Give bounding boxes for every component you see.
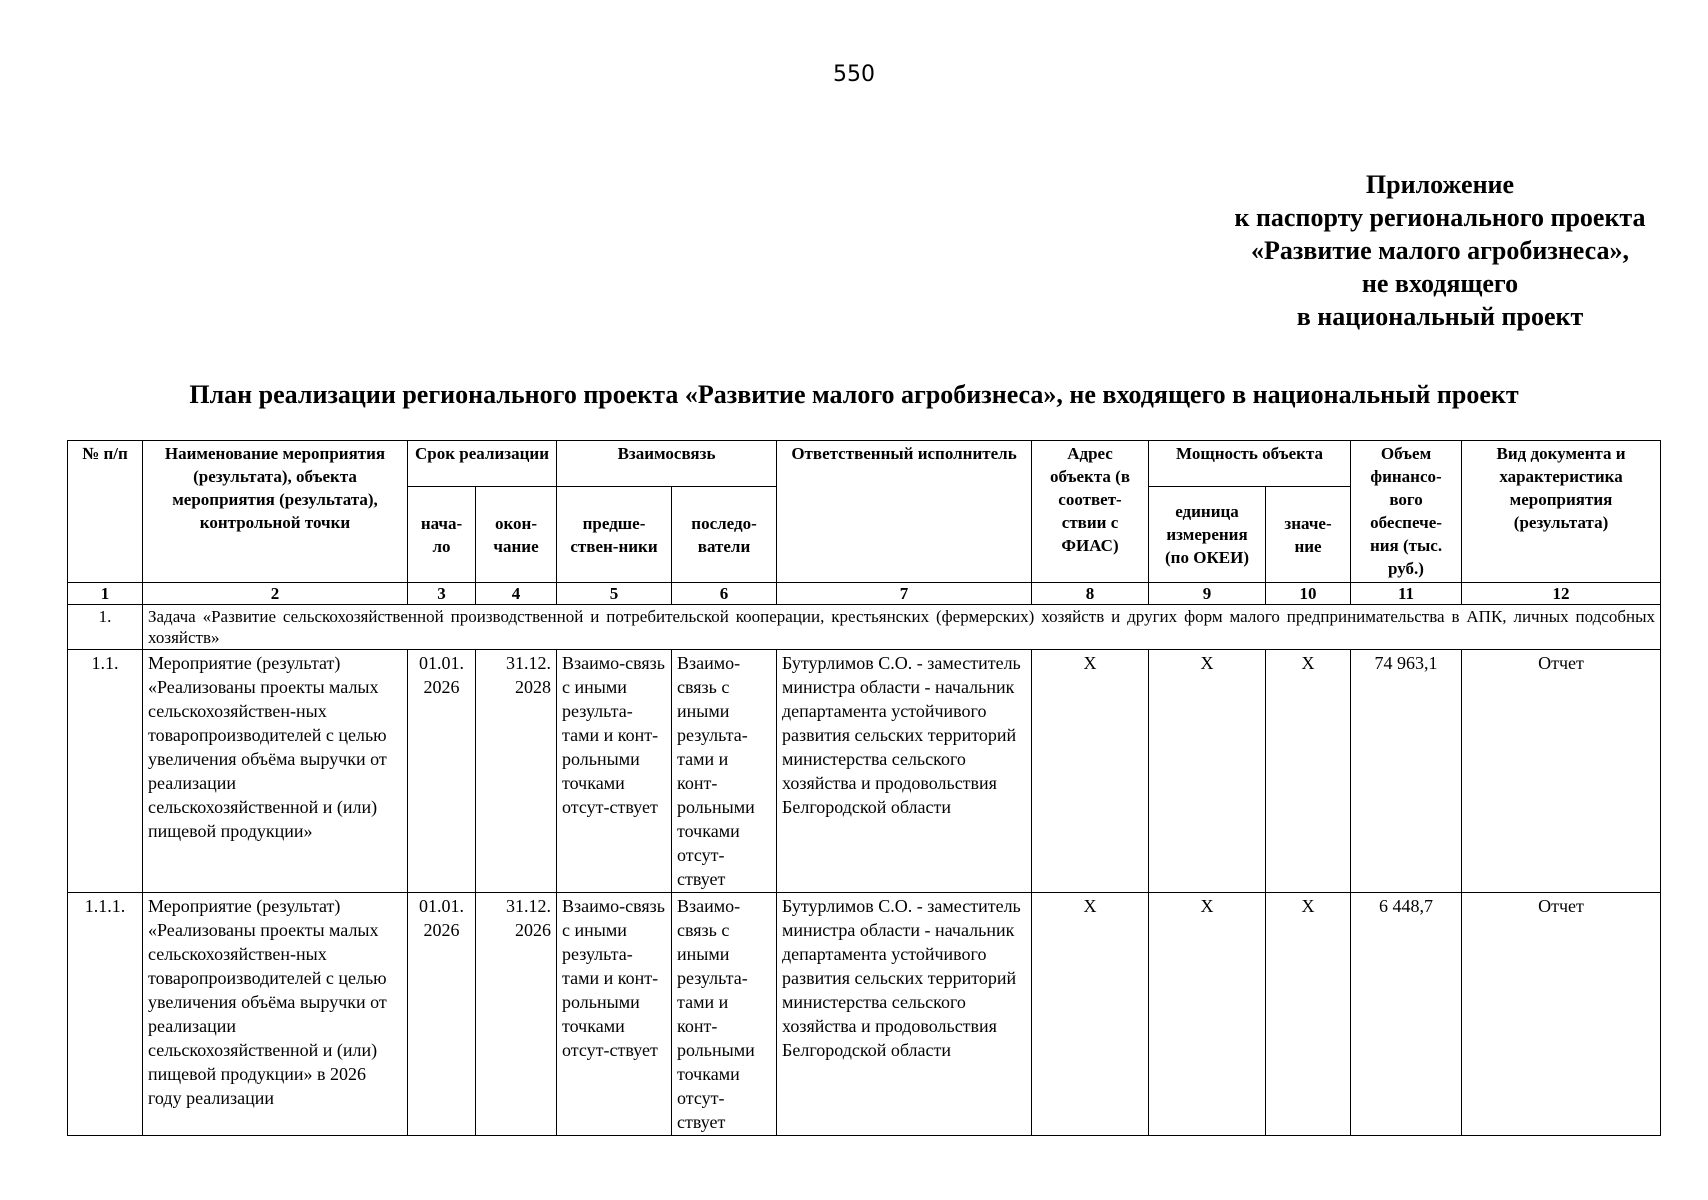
header-responsible: Ответственный исполнитель [777,441,1032,583]
column-number: 1 [68,583,143,605]
column-number: 5 [557,583,672,605]
column-number: 2 [143,583,408,605]
header-unit: единица измерения (по ОКЕИ) [1149,487,1266,583]
row-number: 1.1. [68,650,143,893]
header-doc: Вид документа и характеристика мероприятия (результата) [1462,441,1661,583]
row-end-date: 31.12. 2028 [476,650,557,893]
page-number: 550 [833,62,875,87]
column-number: 8 [1032,583,1149,605]
row-name: Мероприятие (результат) «Реализованы проекты малых сельскохозяйствен-ных товаропроизводителей с целью увеличения объёма выручки от реализации сельскохозяйственной и (или) пищевой продукции» [143,650,408,893]
column-number: 12 [1462,583,1661,605]
column-number: 10 [1266,583,1351,605]
row-address: X [1032,893,1149,1136]
row-address: X [1032,650,1149,893]
header-capacity: Мощность объекта [1149,441,1351,487]
appendix-line: Приложение [1365,170,1515,199]
row-successors: Взаимо-связь с иными результа-тами и конт-рольными точками отсут-ствует [672,893,777,1136]
row-start-date: 01.01. 2026 [408,893,476,1136]
task-number: 1. [68,605,143,650]
header-prev: предше-ствен-ники [557,487,672,583]
row-name: Мероприятие (результат) «Реализованы проекты малых сельскохозяйствен-ных товаропроизводителей с целью увеличения объёма выручки от реализации сельскохозяйственной и (или) пищевой продукции» в 2026 году реализации [143,893,408,1136]
appendix-line: не входящего [1361,269,1519,298]
header-relation: Взаимосвязь [557,441,777,487]
header-num: № п/п [68,441,143,583]
row-document: Отчет [1462,893,1661,1136]
implementation-plan-table [67,440,1661,1136]
appendix-line: к паспорту регионального проекта [1234,203,1646,232]
row-document: Отчет [1462,650,1661,893]
row-successors: Взаимо-связь с иными результа-тами и конт-рольными точками отсут-ствует [672,650,777,893]
row-value: X [1266,893,1351,1136]
header-term: Срок реализации [408,441,557,487]
row-unit: X [1149,650,1266,893]
appendix-heading [1180,168,1700,333]
row-responsible: Бутурлимов С.О. - заместитель министра области - начальник департамента устойчивого развития сельских территорий министерства сельского хозяйства и продовольствия Белгородской области [777,650,1032,893]
column-number: 3 [408,583,476,605]
row-predecessors: Взаимо-связь с иными результа-тами и конт-рольными точками отсут-ствует [557,893,672,1136]
column-number: 9 [1149,583,1266,605]
row-responsible: Бутурлимов С.О. - заместитель министра области - начальник департамента устойчивого развития сельских территорий министерства сельского хозяйства и продовольствия Белгородской области [777,893,1032,1136]
row-unit: X [1149,893,1266,1136]
row-end-date: 31.12. 2026 [476,893,557,1136]
column-number: 4 [476,583,557,605]
appendix-line: «Развитие малого агробизнеса», [1250,236,1630,265]
header-end: окон-чание [476,487,557,583]
header-finance: Объем финансо-вого обеспече-ния (тыс. руб.) [1351,441,1462,583]
row-finance: 74 963,1 [1351,650,1462,893]
column-number: 7 [777,583,1032,605]
row-number: 1.1.1. [68,893,143,1136]
column-number: 6 [672,583,777,605]
row-predecessors: Взаимо-связь с иными результа-тами и конт-рольными точками отсут-ствует [557,650,672,893]
header-next: последо-ватели [672,487,777,583]
appendix-line: в национальный проект [1296,302,1584,331]
task-description: Задача «Развитие сельскохозяйственной производственной и потребительской кооперации, крестьянских (фермерских) хозяйств и других форм малого предпринимательства в АПК, личных подсобных хозяйств» [143,605,1661,650]
row-value: X [1266,650,1351,893]
header-value: значе-ние [1266,487,1351,583]
plan-title: План реализации регионального проекта «Развитие малого агробизнеса», не входящего в национальный проект [189,380,1519,409]
column-number: 11 [1351,583,1462,605]
row-start-date: 01.01. 2026 [408,650,476,893]
header-name: Наименование мероприятия (результата), объекта мероприятия (результата), контрольной точки [143,441,408,583]
row-finance: 6 448,7 [1351,893,1462,1136]
header-start: нача-ло [408,487,476,583]
header-address: Адрес объекта (в соответ-ствии с ФИАС) [1032,441,1149,583]
